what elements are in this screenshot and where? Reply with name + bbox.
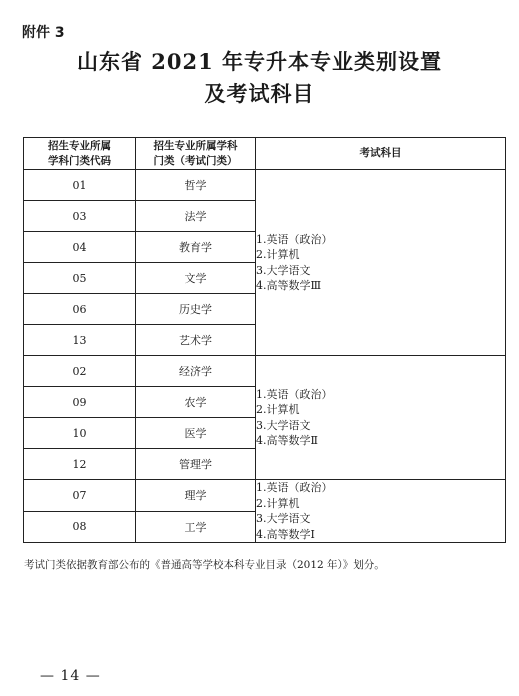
discipline-category: 工学 [136, 511, 256, 543]
discipline-category: 理学 [136, 480, 256, 512]
discipline-category: 艺术学 [136, 325, 256, 356]
subject-item: 4.高等数学Ⅲ [256, 279, 322, 292]
discipline-code: 13 [24, 325, 136, 356]
subject-item: 1.英语（政治） [256, 481, 333, 494]
exam-subjects-table [23, 137, 506, 543]
discipline-code: 10 [24, 418, 136, 449]
discipline-category: 哲学 [136, 170, 256, 201]
discipline-code: 08 [24, 511, 136, 543]
discipline-category: 历史学 [136, 294, 256, 325]
page-number: — 14 — [40, 668, 101, 684]
subject-item: 4.高等数学Ⅰ [256, 527, 315, 541]
table-row [24, 356, 506, 387]
discipline-code: 01 [24, 170, 136, 201]
table-row [24, 170, 506, 201]
document-title-line2: 及考试科目 [204, 81, 315, 106]
header-code-line1: 招生专业所属 [48, 139, 111, 152]
header-cat-line2: 门类（考试门类） [153, 154, 238, 167]
discipline-category: 经济学 [136, 356, 256, 387]
discipline-code: 09 [24, 387, 136, 418]
subject-item: 2.计算机 [256, 248, 300, 261]
discipline-category: 文学 [136, 263, 256, 294]
header-discipline-code [24, 138, 136, 170]
document-title: 山东省 2021 年专升本专业类别设置 [76, 49, 443, 74]
exam-subjects-group-2 [256, 356, 506, 480]
subject-item: 1.英语（政治） [256, 387, 333, 401]
discipline-category: 农学 [136, 387, 256, 418]
attachment-label: 附件 3 [22, 25, 65, 41]
discipline-category: 法学 [136, 201, 256, 232]
discipline-code: 07 [24, 480, 136, 512]
discipline-category: 管理学 [136, 449, 256, 480]
table-footnote: 考试门类依据教育部公布的《普通高等学校本科专业目录（2012 年）》划分。 [24, 559, 385, 571]
discipline-code: 05 [24, 263, 136, 294]
discipline-category: 医学 [136, 418, 256, 449]
subject-item: 3.大学语文 [256, 512, 311, 525]
subject-item: 2.计算机 [256, 403, 300, 416]
header-cat-line1: 招生专业所属学科 [153, 139, 238, 152]
subject-item: 2.计算机 [256, 496, 300, 510]
discipline-code: 12 [24, 449, 136, 480]
table-header-row [24, 138, 506, 170]
exam-subjects-group-1 [256, 170, 506, 356]
header-exam-subjects: 考试科目 [256, 138, 506, 170]
subject-item: 4.高等数学Ⅱ [256, 434, 318, 447]
discipline-code: 04 [24, 232, 136, 263]
table-row [24, 480, 506, 512]
discipline-code: 02 [24, 356, 136, 387]
header-discipline-category [136, 138, 256, 170]
subject-item: 1.英语（政治） [256, 232, 333, 246]
discipline-code: 03 [24, 201, 136, 232]
discipline-code: 06 [24, 294, 136, 325]
exam-subjects-group-3 [256, 480, 506, 543]
subject-item: 3.大学语文 [256, 263, 311, 277]
discipline-category: 教育学 [136, 232, 256, 263]
subject-item: 3.大学语文 [256, 418, 311, 432]
header-code-line2: 学科门类代码 [48, 154, 111, 167]
